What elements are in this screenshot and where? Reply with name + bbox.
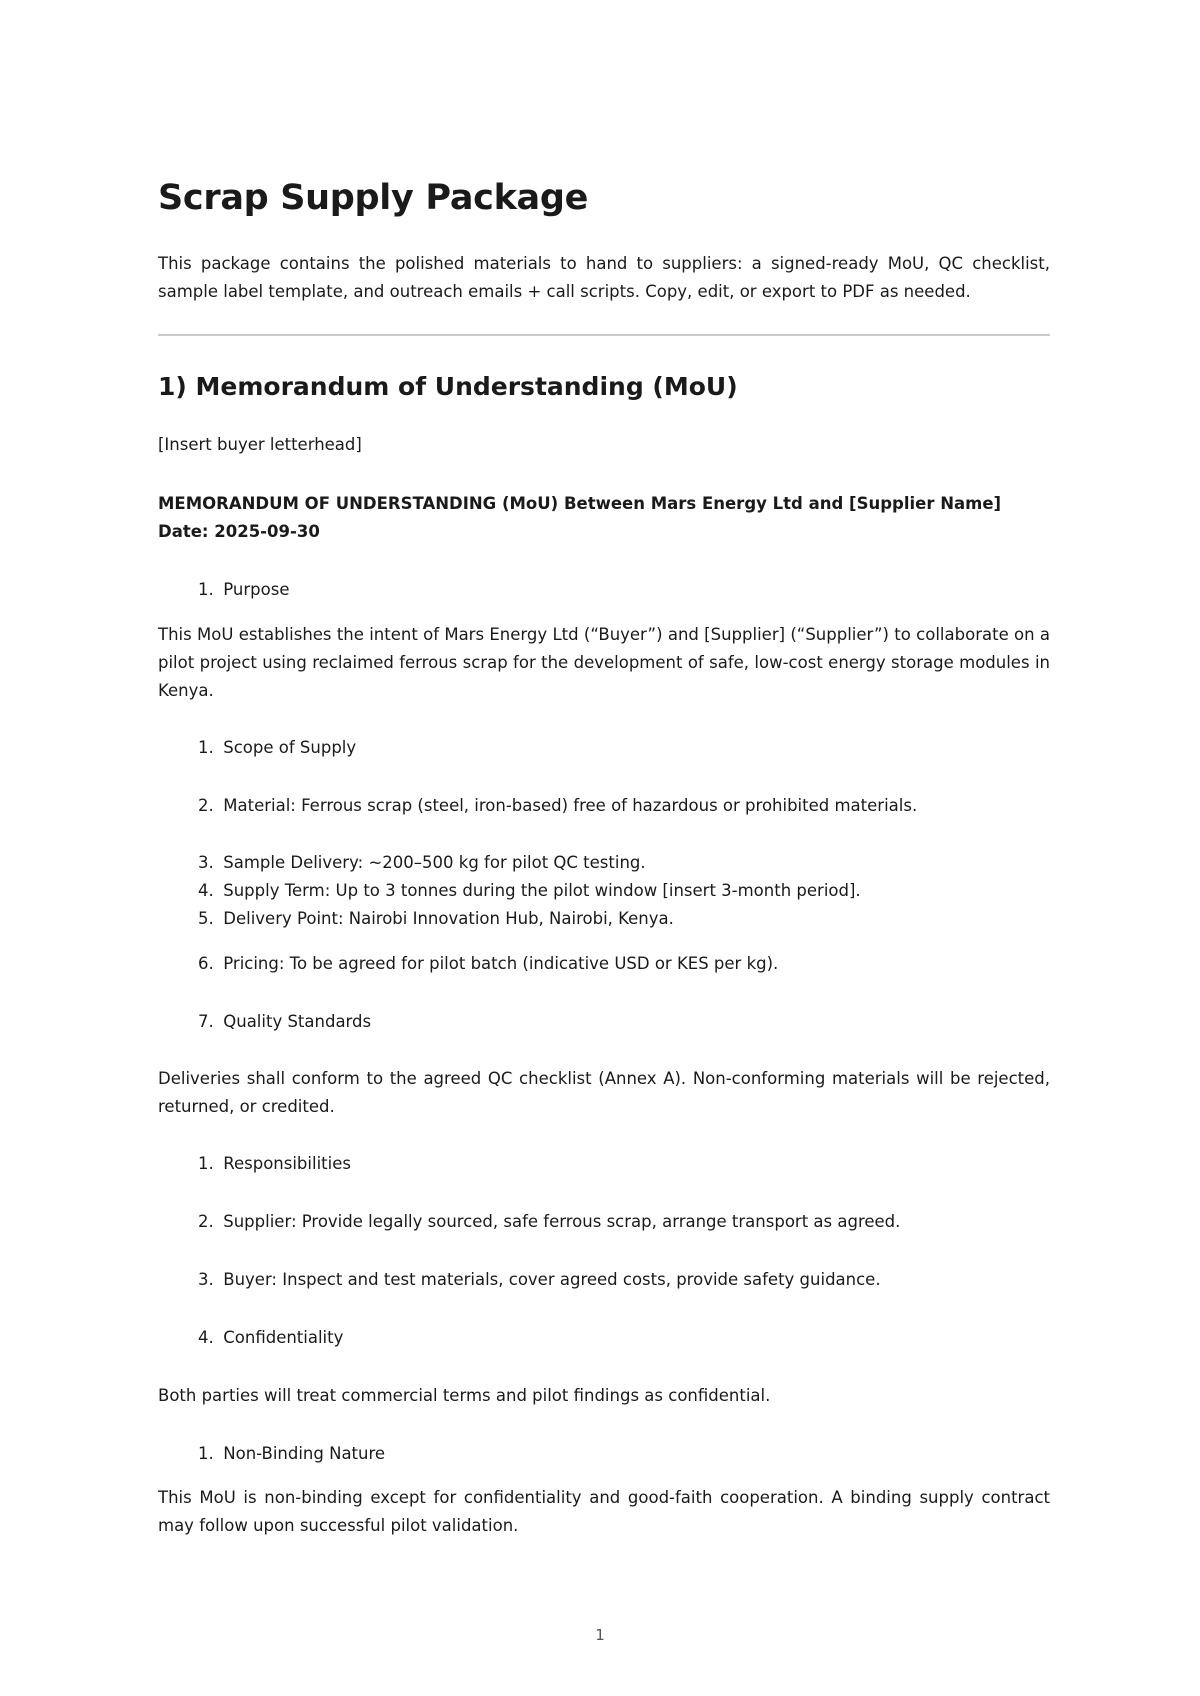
letterhead-placeholder: [Insert buyer letterhead] — [158, 435, 362, 454]
list-item-text: Responsibilities — [223, 1154, 351, 1173]
list-item-text: Supplier: Provide legally sourced, safe ferrous scrap, arrange transport as agreed. — [223, 1212, 901, 1231]
list-item-text: Material: Ferrous scrap (steel, iron-based) free of hazardous or prohibited materials. — [223, 796, 918, 815]
list-number: 1. — [198, 580, 214, 599]
list-item — [198, 1208, 900, 1236]
list-item-text: Scope of Supply — [223, 738, 357, 757]
list-number: 7. — [198, 1012, 214, 1031]
list-number: 1. — [198, 738, 214, 757]
list-item — [198, 1324, 343, 1352]
list-item-text: Supply Term: Up to 3 tonnes during the pilot window [insert 3-month period]. — [223, 881, 861, 900]
list-number: 2. — [198, 796, 214, 815]
list-item-text: Confidentiality — [223, 1328, 344, 1347]
purpose-paragraph: This MoU establishes the intent of Mars Energy Ltd (“Buyer”) and [Supplier] (“Supplier”) to collaborate on a pilot project using reclaimed ferrous scrap for the development of safe, low-cost energy storage modules in Kenya. — [158, 625, 1050, 700]
list-item — [198, 1440, 385, 1468]
list-number: 3. — [198, 853, 214, 872]
horizontal-divider — [158, 334, 1050, 336]
list-item — [198, 1266, 881, 1294]
list-item-text: Buyer: Inspect and test materials, cover agreed costs, provide safety guidance. — [223, 1270, 881, 1289]
list-item-text: Purpose — [223, 580, 290, 599]
list-item-text: Quality Standards — [223, 1012, 372, 1031]
list-item-text: Sample Delivery: ~200–500 kg for pilot QC testing. — [223, 853, 646, 872]
intro-paragraph: This package contains the polished materials to hand to suppliers: a signed-ready MoU, QC checklist, sample label template, and outreach emails + call scripts. Copy, edit, or export to PDF as needed. — [158, 254, 1050, 301]
list-item — [198, 877, 861, 905]
nonbinding-paragraph: This MoU is non-binding except for confidentiality and good-faith cooperation. A binding supply contract may follow upon successful pilot validation. — [158, 1488, 1050, 1535]
list-item — [198, 950, 778, 978]
quality-paragraph: Deliveries shall conform to the agreed QC checklist (Annex A). Non-conforming materials will be rejected, returned, or credited. — [158, 1069, 1050, 1116]
page-number: 1 — [595, 1626, 605, 1644]
list-number: 4. — [198, 1328, 214, 1347]
list-item-text: Delivery Point: Nairobi Innovation Hub, Nairobi, Kenya. — [223, 909, 674, 928]
mou-header: MEMORANDUM OF UNDERSTANDING (MoU) Between Mars Energy Ltd and [Supplier Name] Date: 2025-09-30 — [158, 494, 1002, 541]
list-number: 2. — [198, 1212, 214, 1231]
list-number: 6. — [198, 954, 214, 973]
list-item — [198, 576, 289, 604]
confidentiality-paragraph: Both parties will treat commercial terms and pilot findings as confidential. — [158, 1386, 771, 1405]
list-number: 3. — [198, 1270, 214, 1289]
list-number: 4. — [198, 881, 214, 900]
list-number: 1. — [198, 1154, 214, 1173]
list-item — [198, 792, 917, 820]
page-title: Scrap Supply Package — [158, 178, 589, 218]
list-number: 5. — [198, 909, 214, 928]
list-item — [198, 905, 674, 933]
list-item — [198, 734, 356, 762]
list-number: 1. — [198, 1444, 214, 1463]
list-item — [198, 1150, 351, 1178]
list-item — [198, 849, 646, 877]
list-item-text: Pricing: To be agreed for pilot batch (indicative USD or KES per kg). — [223, 954, 779, 973]
list-item — [198, 1008, 371, 1036]
section-heading-mou: 1) Memorandum of Understanding (MoU) — [158, 372, 738, 401]
list-item-text: Non-Binding Nature — [223, 1444, 386, 1463]
